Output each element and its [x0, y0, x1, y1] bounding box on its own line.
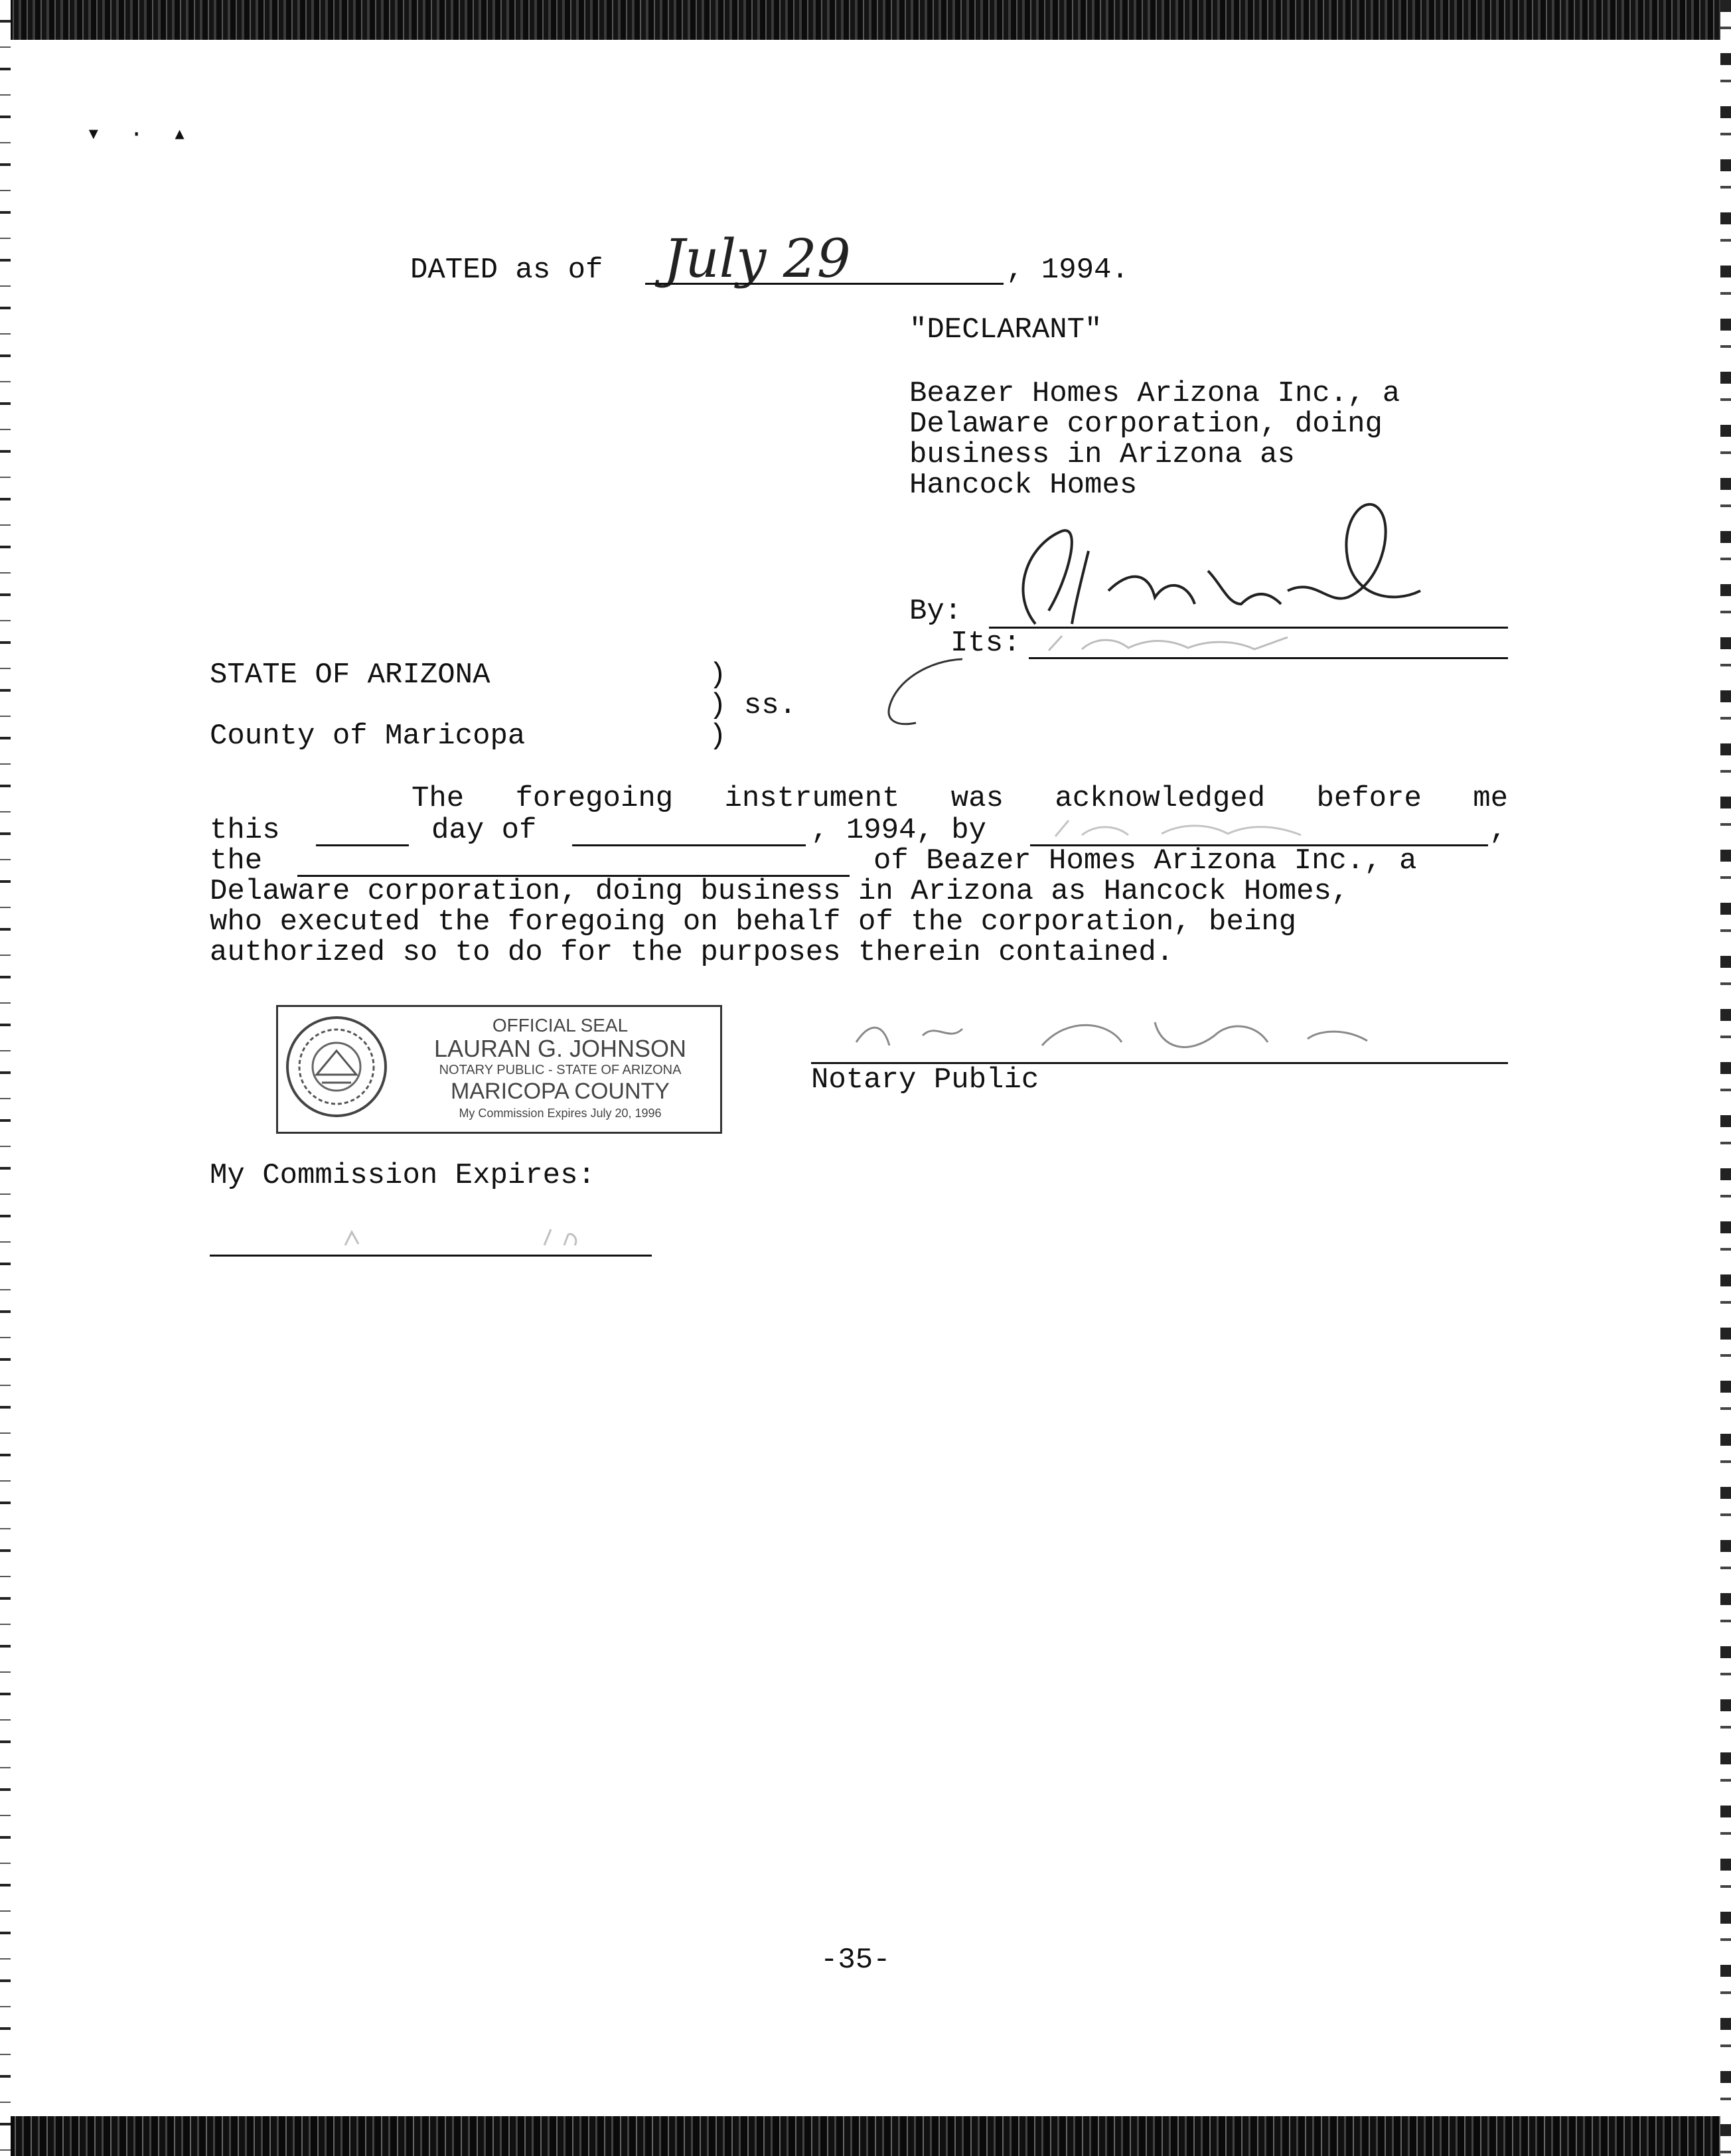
scan-edge-left	[0, 0, 11, 2156]
declarant-label: "DECLARANT"	[909, 313, 1102, 346]
state-seal-icon	[283, 1014, 390, 1120]
dated-suffix: , 1994.	[1006, 254, 1129, 287]
venue-paren: )	[709, 658, 727, 692]
page-number: -35-	[820, 1944, 891, 1977]
seal-state-line: NOTARY PUBLIC - STATE OF ARIZONA	[439, 1063, 682, 1077]
ack-line-1: The foregoing instrument was acknowledged before me	[412, 782, 1509, 815]
its-label: Its:	[950, 627, 1021, 660]
official-seal-stamp	[276, 1005, 722, 1134]
venue-paren: )	[709, 720, 727, 753]
ack-of-company: of Beazer Homes Arizona Inc., a	[873, 844, 1417, 878]
its-faint-handwriting	[1035, 631, 1314, 657]
ack-year-by: , 1994, by	[811, 814, 987, 847]
ack-comma: ,	[1489, 814, 1507, 847]
dated-handwritten: July 29	[664, 228, 851, 289]
scan-specks: ▾ · ▴	[86, 121, 187, 148]
seal-title: OFFICIAL SEAL	[492, 1015, 629, 1036]
scan-edge-right	[1720, 0, 1731, 2156]
declarant-line: Beazer Homes Arizona Inc., a	[909, 377, 1400, 410]
month-blank	[572, 844, 806, 846]
commission-faint-handwriting	[332, 1219, 611, 1252]
notary-signature	[843, 982, 1440, 1062]
signature-by	[956, 491, 1434, 637]
ack-line-4: Delaware corporation, doing business in Arizona as Hancock Homes,	[210, 875, 1349, 908]
scan-edge-bottom	[0, 2116, 1731, 2156]
seal-name: LAURAN G. JOHNSON	[433, 1035, 687, 1062]
commission-label: My Commission Expires:	[210, 1159, 595, 1192]
venue-state: STATE OF ARIZONA	[210, 658, 490, 692]
scan-edge-top	[0, 0, 1731, 40]
by-label: By:	[909, 595, 962, 628]
its-underline	[1029, 657, 1508, 659]
notary-label: Notary Public	[811, 1063, 1039, 1097]
signature-flourish	[869, 654, 976, 733]
ack-line-6: authorized so to do for the purposes therein contained.	[210, 936, 1174, 969]
seal-county: MARICOPA COUNTY	[451, 1079, 670, 1104]
commission-underline	[210, 1255, 652, 1257]
declarant-line: business in Arizona as	[909, 438, 1295, 471]
ack-this: this	[210, 814, 280, 847]
ack-day-of: day of	[431, 814, 537, 847]
by-underline	[989, 627, 1508, 629]
declarant-line: Delaware corporation, doing	[909, 408, 1383, 441]
declarant-line: Hancock Homes	[909, 469, 1138, 502]
ack-the: the	[210, 844, 263, 878]
dated-prefix: DATED as of	[410, 254, 603, 287]
venue-county: County of Maricopa	[210, 720, 526, 753]
day-blank	[316, 844, 409, 846]
ack-line-5: who executed the foregoing on behalf of the corporation, being	[210, 905, 1297, 939]
seal-expires: My Commission Expires July 20, 1996	[459, 1107, 662, 1120]
by-name-faint-handwriting	[1049, 816, 1354, 843]
dated-underline	[645, 283, 1004, 285]
venue-ss: ) ss.	[709, 689, 797, 722]
